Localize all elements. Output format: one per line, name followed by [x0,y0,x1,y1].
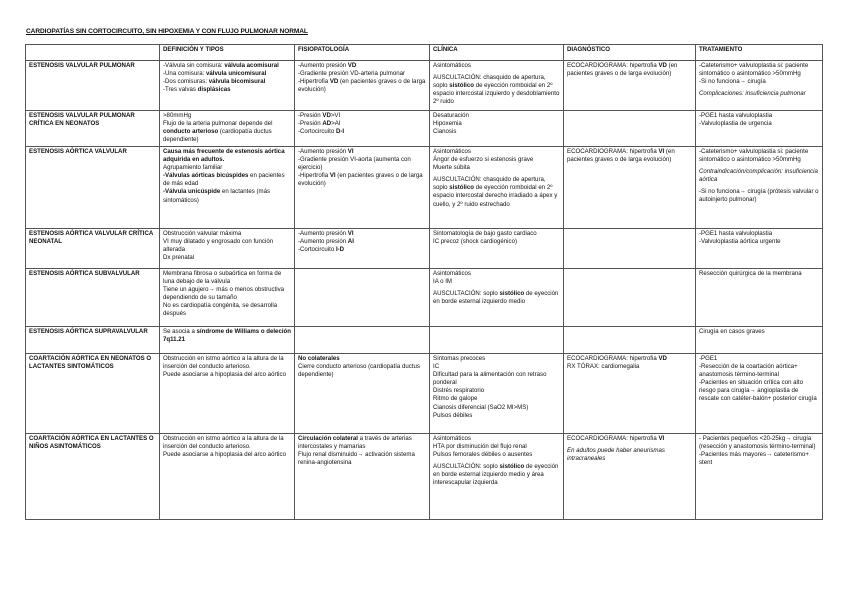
text-segment: Membrana fibrosa o subaórtica en forma de luna debajo de la válvula [163,270,282,286]
table-cell [696,229,823,269]
text-segment: displásicas [197,86,231,94]
text-segment: VI muy dilatado y engrosado con función alterada [163,238,274,254]
cell-line [163,62,291,70]
text-segment: sistólico [449,184,474,192]
table-cell [295,354,430,434]
table-cell [564,327,696,354]
table-cell [564,354,696,434]
header-cell [26,45,160,61]
text-segment: (en pacientes graves o de larga evolución) [567,62,678,78]
text-segment: -Resección de la coartación aórtica+ anastomosis término-terminal [699,363,798,379]
text-segment: Cianosis diferencial (SaO2 MI>MS) [433,403,529,411]
cell-line [298,246,426,254]
cell-line [699,270,819,278]
table-cell [160,269,295,327]
text-segment: -Gradiente presión VI-aorta (aumenta con ejercicio) [298,156,411,172]
cell-line [298,451,426,467]
cell-line [163,328,291,344]
cell-line [298,70,426,78]
cell-line [433,435,560,443]
text-segment: Muerte súbita [433,164,470,172]
header-cell: TRATAMIENTO [696,45,823,61]
text-segment: válvula acomisural [224,62,279,69]
text-segment: -Cortocircuito [298,128,336,136]
table-row [26,147,823,229]
text-segment: sistólico [499,290,525,298]
cell-line [567,363,692,371]
table-cell [430,354,564,434]
text-segment: -Pacientes más mayores→ cateterismo+ stent [699,451,809,467]
text-segment: AD [322,120,332,128]
text-segment: de eyección en borde esternal izquierdo medio [433,290,559,306]
text-segment: Pulsos femorales débiles o ausentes [433,451,533,459]
table-cell [430,269,564,327]
text-segment: -Válvula unicúspide [163,188,221,196]
cell-line [699,168,819,184]
text-segment: -Válvula sin comisura: [163,62,225,69]
table-row [26,269,823,327]
table-cell [295,61,430,111]
text-segment: -Cortocircuito [298,246,336,254]
text-segment: en lactantes (más sintomáticos) [163,188,271,204]
text-segment: Puede asociarse a hipoplasia del arco aórtico [163,371,286,379]
text-segment: -Hipertrofia [298,78,330,86]
table-cell [564,434,696,520]
cell-line [567,435,692,443]
text-segment: -PGE1 hasta valvuloplastia [699,112,773,119]
cell-line [298,363,426,379]
cell-line [433,463,560,487]
header-cell: CLÍNICA [430,45,564,61]
text-segment: >80mmHg [163,112,192,119]
cell-line [699,238,819,246]
row-header: ESTENOSIS AÓRTICA VALVULAR CRÍTICA NEONATAL [26,229,160,269]
cell-line [298,238,426,246]
cell-line [298,156,426,172]
text-segment: AUSCULTACIÓN: soplo [433,290,500,298]
cell-line [298,128,426,136]
table-cell [160,61,295,111]
table-cell [564,111,696,147]
text-segment: (en pacientes graves o de larga evolución) [567,148,675,164]
text-segment: síndrome de Williams o deleción 7q11.21 [163,328,291,344]
table-cell [696,327,823,354]
text-segment: -Presión [298,112,323,119]
cell-line [567,62,692,78]
cell-line [699,355,819,363]
table-cell [430,327,564,354]
text-segment: Contraindicación/complicación: insuficiencia aórtica [699,168,818,184]
text-segment: Se asocia a [163,328,197,335]
table-cell [295,147,430,229]
text-segment: -Cateterismo+ valvuloplastia si: paciente sintomático o asintomático >50mmHg [699,62,809,78]
cell-line [163,164,291,172]
text-segment: -Presión [298,120,323,128]
cell-line [699,379,819,403]
table-cell [696,111,823,147]
text-segment: de eyección romboidal en 2º espacio intercostal derecho irradiado a ápex y cuello, y 2º ruido estrechado [433,184,558,208]
text-segment: -Aumento presión [298,230,348,237]
cell-line [298,78,426,94]
cell-line [699,78,819,86]
text-segment: ECOCARDIOGRAMA: hipertrofia [567,435,659,442]
table-cell [295,434,430,520]
table-cell [564,229,696,269]
text-segment: No colaterales [298,355,340,362]
table-cell [295,111,430,147]
text-segment: VI [347,148,354,155]
text-segment: -Aumento presión [298,148,348,155]
text-segment: Complicaciones: insuficiencia pulmonar [699,90,806,98]
text-segment: -Cateterismo+ valvuloplastia si: paciente sintomático o asintomático >50mmHg [699,148,809,164]
cell-line [433,156,560,164]
cell-line [699,230,819,238]
cell-line [433,355,560,363]
text-segment: -Aumento presión [298,238,348,246]
cell-line [699,451,819,467]
text-segment: válvula unicomisural [206,70,267,78]
text-segment: HTA por disminución del flujo renal [433,443,527,451]
table-cell [430,111,564,147]
table-row [26,434,823,520]
text-segment: Obstrucción en istmo aórtico a la altura de la inserción del conducto arterioso. [163,435,284,451]
text-segment: ECOCARDIOGRAMA: hipertrofia [567,355,659,362]
text-segment: AUSCULTACIÓN: chasquido de apertura, soplo [433,74,546,90]
text-segment: (cardiopatía ductus dependiente) [163,128,272,144]
text-segment: de eyección en borde esternal izquierdo medio y área interescapular izquierda [433,463,559,487]
text-segment: Flujo de la arteria pulmonar depende del [163,120,273,128]
text-segment: Sintomatología de bajo gasto cardiaco [433,230,537,237]
text-segment: Asintomáticos [433,62,471,69]
text-segment: I-D [335,246,345,254]
text-segment: válvula bicomisural [208,78,266,86]
cell-line [163,286,291,302]
table-row [26,61,823,111]
cell-line [163,238,291,254]
table-cell [160,327,295,354]
cell-line [433,290,560,306]
text-segment: - Pacientes pequeños <20-25kg→ cirugía (resección y anastomosis término-terminal) [699,435,816,451]
text-segment: en pacientes de más edad [163,172,285,188]
cell-line [163,270,291,286]
cell-line [163,172,291,188]
cell-line [433,278,560,286]
text-segment: sistólico [449,82,474,90]
cell-line [163,435,291,451]
text-segment: Desaturación [433,112,469,119]
text-segment: (en pacientes graves o de larga evolución) [298,78,426,94]
text-segment: Síntomas precoces [433,355,486,362]
table-cell [564,147,696,229]
cell-line [163,188,291,204]
cell-line [163,371,291,379]
text-segment: Ángor de esfuerzo si estenosis grave [433,156,534,164]
cell-line [567,148,692,164]
text-segment: IC [433,363,440,371]
header-cell: DEFINICIÓN Y TIPOS [160,45,295,61]
text-segment: AI [347,238,354,246]
table-cell [696,269,823,327]
cell-line [298,148,426,156]
cell-line [433,176,560,208]
text-segment: VD [322,112,331,119]
text-segment: -PGE1 hasta valvuloplastia [699,230,773,237]
text-segment: sistólico [499,463,525,471]
text-segment: Agrupamiento familiar [163,164,223,172]
text-segment: Ritmo de galope [433,395,478,403]
text-segment: -Aumento presión [298,62,348,69]
text-segment: VD [329,78,339,86]
text-segment: Cirugía en casos graves [699,328,765,335]
cell-line [298,230,426,238]
cardiopathy-table [25,44,823,520]
cell-line [298,62,426,70]
text-segment: a través de arterias intercostales y mamarias [298,435,412,451]
text-segment: -Dos comisuras: [163,78,209,86]
cell-line [699,188,819,204]
text-segment: VD [658,62,667,69]
text-segment: En adultos puede haber aneurismas intracraneales [567,447,665,463]
text-segment: -Pacientes en situación crítica con alto riesgo para cirugía→ angioplastia de rescate con catéter-balón+ posterior cirugía [699,379,817,403]
cell-line [163,78,291,86]
cell-line [433,404,560,412]
cell-line [433,371,560,387]
text-segment: VI [347,230,354,237]
text-segment: Tiene un agujero→ más o menos obstructiva dependiendo de su tamaño [163,286,285,302]
cell-line [567,355,692,363]
row-header: ESTENOSIS AÓRTICA SUBVALVULAR [26,269,160,327]
text-segment: -Valvuloplastia de urgencia [699,120,772,128]
text-segment: -Si no funciona→ cirugía [699,78,766,86]
cell-line [433,363,560,371]
text-segment: Puede asociarse a hipoplasia del arco aórtico [163,451,286,459]
cell-line [163,148,291,164]
cell-line [433,230,560,238]
cell-line [433,387,560,395]
cell-line [163,230,291,238]
text-segment: Circulación colateral [298,435,358,442]
text-segment: Asintomáticos [433,270,471,277]
row-header: ESTENOSIS VALVULAR PULMONAR CRÍTICA EN NEONATOS [26,111,160,147]
text-segment: -Una comisura: [163,70,207,78]
text-segment: Obstrucción valvular máxima [163,230,242,237]
cell-line [433,451,560,459]
text-segment: AUSCULTACIÓN: chasquido de apertura, soplo [433,176,546,192]
cell-line [433,62,560,70]
text-segment: conducto arterioso [163,128,219,136]
text-segment: -Tres valvas [163,86,198,94]
table-cell [696,434,823,520]
table-cell [160,229,295,269]
cell-line [163,120,291,144]
text-segment: Hipoxemia [433,120,462,128]
text-segment: VI [658,148,665,155]
table-row [26,327,823,354]
cell-line [433,74,560,106]
text-segment: (en pacientes graves o de larga evolución) [298,172,423,188]
text-segment: -PGE1 [699,355,718,362]
header-cell: DIAGNÓSTICO [564,45,696,61]
text-segment: VD [658,355,667,362]
cell-line [433,443,560,451]
table-cell [696,147,823,229]
row-header: COARTACIÓN AÓRTICA EN LACTANTES O NIÑOS ASINTOMÁTICOS [26,434,160,520]
cell-line [699,328,819,336]
text-segment: -Gradiente presión VD-arteria pulmonar [298,70,406,78]
row-header: ESTENOSIS AÓRTICA SUPRAVALVULAR [26,327,160,354]
text-segment: VI [329,172,336,180]
cell-line [699,62,819,78]
cell-line [567,447,692,463]
table-cell [160,111,295,147]
text-segment: Obstrucción en istmo aórtico a la altura de la inserción del conducto arterioso. [163,355,284,371]
cell-line [163,302,291,318]
text-segment: Dificultad para la alimentación con retraso ponderal [433,371,547,387]
cell-line [433,128,560,136]
cell-line [163,355,291,371]
text-segment: IC precoz (shock cardiogénico) [433,238,517,246]
cell-line [298,112,426,120]
text-segment: de eyección romboidal en 2º espacio intercostal izquierdo y desdoblamiento 2º ruido [433,82,560,106]
text-segment: Asintomáticos [433,435,471,442]
row-header: COARTACIÓN AÓRTICA EN NEONATOS O LACTANTES SINTOMÁTICOS [26,354,160,434]
cell-line [699,148,819,164]
cell-line [298,355,426,363]
cell-line [433,120,560,128]
cell-line [163,86,291,94]
text-segment: Cierre conducto arterioso (cardiopatía ductus dependiente) [298,363,420,379]
table-cell [564,61,696,111]
text-segment: -Hipertrofia [298,172,330,180]
text-segment: VI [658,435,665,442]
table-cell [160,434,295,520]
table-cell [430,434,564,520]
text-segment: -Valvuloplastia aórtica urgente [699,238,781,246]
cell-line [699,90,819,98]
text-segment: Flujo renal disminuido→ activación sistema renina-angiotensina [298,451,415,467]
header-cell: FISIOPATOLOGÍA [295,45,430,61]
table-cell [564,269,696,327]
text-segment: Causa más frecuente de estenosis aórtica adquirida en adultos. [163,148,285,164]
row-header: ESTENOSIS AÓRTICA VALVULAR [26,147,160,229]
cell-line [298,120,426,128]
row-header: ESTENOSIS VALVULAR PULMONAR [26,61,160,111]
cell-line [699,363,819,379]
table-cell [160,147,295,229]
text-segment: >AI [331,120,341,128]
cell-line [699,112,819,120]
text-segment: D-I [335,128,345,136]
text-segment: IA o IM [433,278,452,286]
table-cell [295,229,430,269]
cell-line [433,112,560,120]
text-segment: ECOCARDIOGRAMA: hipertrofia [567,62,659,69]
text-segment: AUSCULTACIÓN: soplo [433,463,500,471]
table-cell [160,354,295,434]
text-segment: No es cardiopatía congénita, se desarrolla después [163,302,278,318]
cell-line [163,70,291,78]
text-segment: ECOCARDIOGRAMA: hipertrofia [567,148,659,155]
cell-line [433,238,560,246]
cell-line [433,395,560,403]
cell-line [433,270,560,278]
cell-line [163,112,291,120]
page-title: CARDIOPATÍAS SIN CORTOCIRCUITO, SIN HIPOXEMIA Y CON FLUJO PULMONAR NORMAL [26,28,308,35]
cell-line [433,164,560,172]
text-segment: Distrés respiratorio [433,387,485,395]
cell-line [433,148,560,156]
table-cell [295,327,430,354]
cell-line [298,172,426,188]
cell-line [163,451,291,459]
table-cell [430,61,564,111]
table-cell [696,61,823,111]
text-segment: Cianosis [433,128,457,136]
cell-line [433,412,560,420]
text-segment: Pulsos débiles [433,411,473,419]
cell-line [163,254,291,262]
header-row [26,45,823,61]
table-row [26,111,823,147]
text-segment: VD [347,62,357,69]
text-segment: Asintomáticos [433,148,471,155]
text-segment: Resección quirúrgica de la membrana [699,270,802,277]
text-segment: RX TÓRAX: cardiomegalia [567,363,640,371]
text-segment: Dx prenatal [163,254,195,262]
text-segment: -Si no funciona→ cirugía (prótesis valvular o autoinjerto pulmonar) [699,188,819,204]
cell-line [699,120,819,128]
cell-line [699,435,819,451]
table-cell [430,229,564,269]
text-segment: >VI [330,112,341,119]
cell-line [298,435,426,451]
text-segment: -Válvulas aórticas bicúspides [163,172,249,180]
table-cell [430,147,564,229]
table-row [26,229,823,269]
table-cell [295,269,430,327]
table-row [26,354,823,434]
table-cell [696,354,823,434]
